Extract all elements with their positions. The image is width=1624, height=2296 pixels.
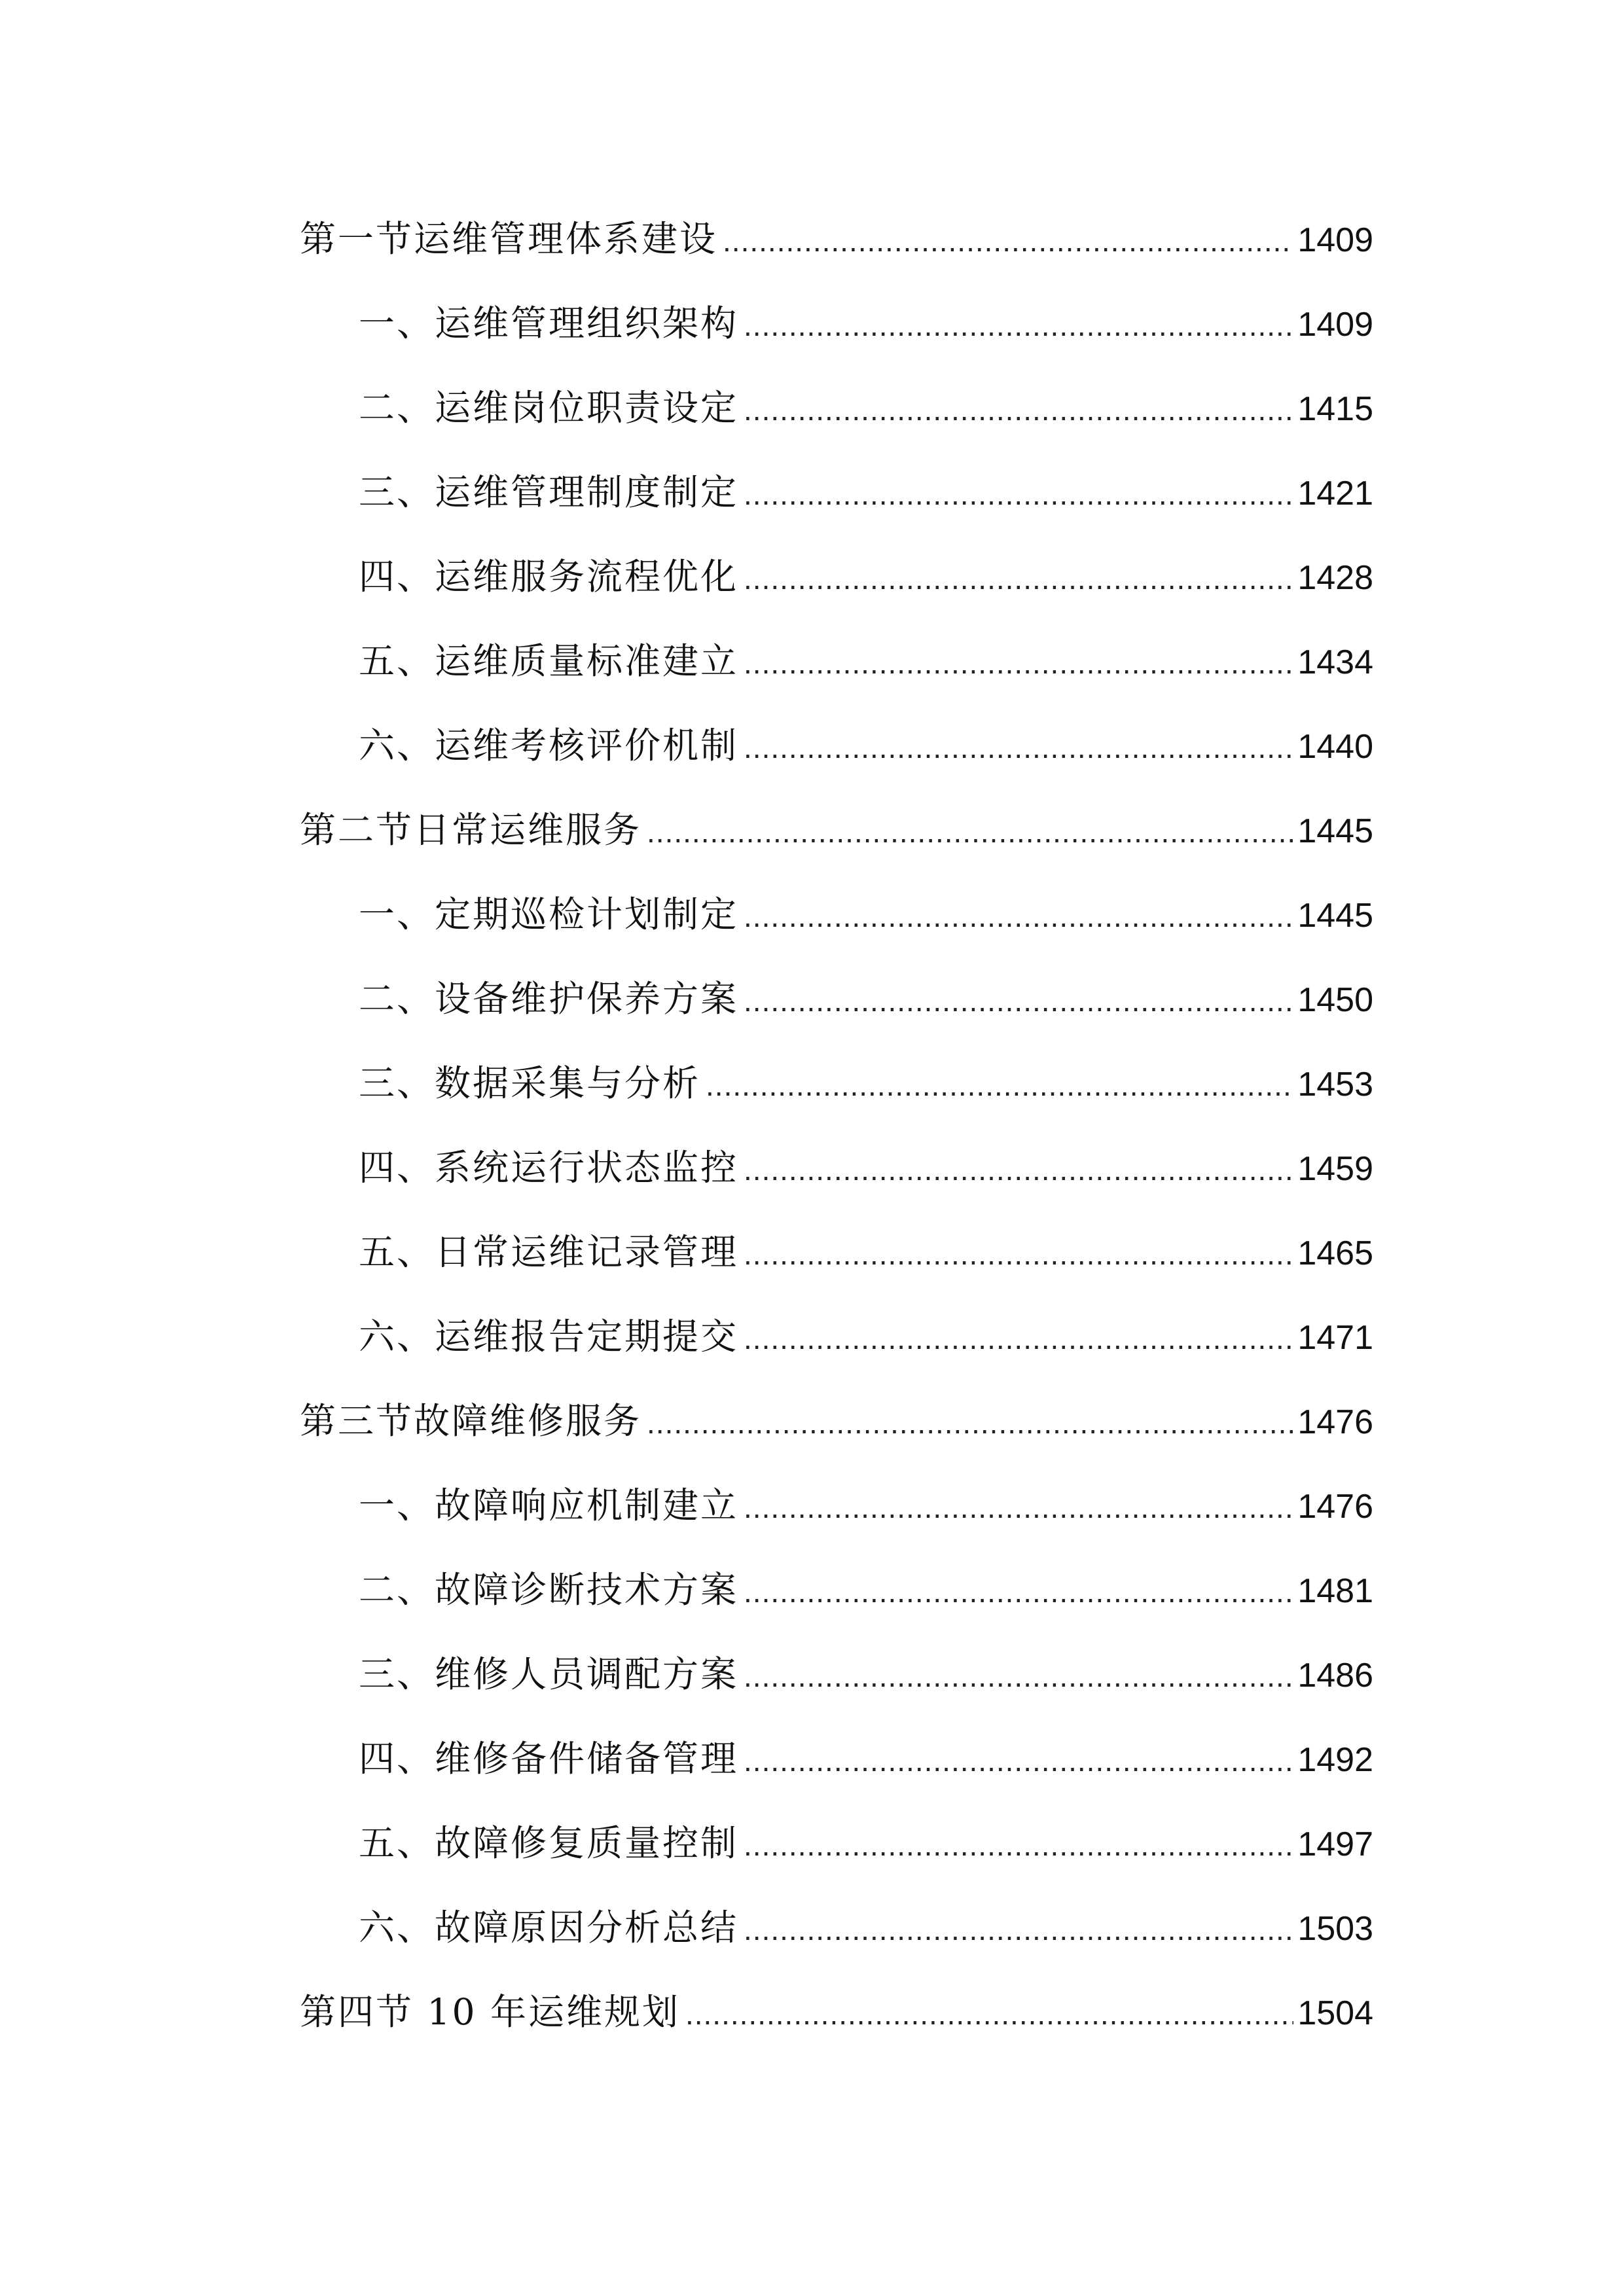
toc-entry-subsection[interactable]: [359, 1307, 1373, 1366]
toc-entry-page: 1476: [1297, 1403, 1373, 1441]
toc-entry-page: 1471: [1297, 1319, 1373, 1357]
toc-entry-title: 五、故障修复质量控制: [359, 1822, 739, 1864]
toc-entry-title: 第三节故障维修服务: [300, 1400, 642, 1442]
toc-entry-section-1[interactable]: [300, 209, 1373, 268]
toc-entry-page: 1504: [1297, 1994, 1373, 2032]
toc-entry-page: 1409: [1297, 306, 1373, 344]
toc-entry-subsection[interactable]: [359, 1560, 1373, 1619]
toc-entry-title: 第二节日常运维服务: [300, 809, 642, 851]
toc-entry-page: 1445: [1297, 897, 1373, 935]
toc-entry-title: 第一节运维管理体系建设: [300, 218, 718, 260]
toc-dot-leader: [744, 1647, 1293, 1706]
toc-entry-page: 1503: [1297, 1910, 1373, 1948]
toc-entry-title: 六、运维报告定期提交: [359, 1316, 739, 1357]
toc-entry-page: 1450: [1297, 981, 1373, 1019]
toc-entry-subsection[interactable]: [359, 1138, 1373, 1197]
toc-dot-leader: [744, 887, 1293, 946]
toc-entry-subsection[interactable]: [359, 378, 1373, 437]
toc-entry-title: 二、运维岗位职责设定: [359, 387, 739, 429]
toc-entry-subsection[interactable]: [359, 716, 1373, 775]
toc-entry-title: 一、运维管理组织架构: [359, 302, 739, 344]
toc-entry-title: 四、系统运行状态监控: [359, 1147, 739, 1189]
toc-dot-leader: [744, 634, 1293, 692]
toc-dot-leader: [744, 549, 1293, 608]
toc-entry-title: 第四节 10 年运维规划: [300, 1991, 680, 2033]
toc-dot-leader: [744, 296, 1293, 355]
toc-entry-subsection[interactable]: [359, 1814, 1373, 1873]
toc-dot-leader: [744, 1309, 1293, 1368]
toc-dot-leader: [744, 971, 1293, 1030]
toc-entry-title: 五、运维质量标准建立: [359, 640, 739, 682]
toc-dot-leader: [744, 1562, 1293, 1621]
toc-entry-page: 1409: [1297, 221, 1373, 259]
toc-dot-leader: [744, 1140, 1293, 1199]
toc-entry-title: 四、维修备件储备管理: [359, 1738, 739, 1780]
toc-dot-leader: [744, 1478, 1293, 1537]
toc-entry-page: 1428: [1297, 559, 1373, 597]
toc-dot-leader: [647, 1393, 1293, 1452]
toc-entry-subsection[interactable]: [359, 969, 1373, 1028]
toc-entry-title: 三、维修人员调配方案: [359, 1653, 739, 1695]
toc-entry-subsection[interactable]: [359, 885, 1373, 944]
toc-entry-subsection[interactable]: [359, 1645, 1373, 1704]
toc-dot-leader: [647, 802, 1293, 861]
toc-entry-title: 六、运维考核评价机制: [359, 725, 739, 766]
toc-entry-subsection[interactable]: [359, 1476, 1373, 1535]
toc-entry-subsection[interactable]: [359, 547, 1373, 606]
toc-entry-page: 1497: [1297, 1825, 1373, 1863]
toc-entry-page: 1440: [1297, 728, 1373, 766]
toc-entry-subsection[interactable]: [359, 463, 1373, 522]
toc-dot-leader: [744, 1225, 1293, 1283]
toc-entry-page: 1476: [1297, 1488, 1373, 1526]
toc-entry-page: 1421: [1297, 475, 1373, 512]
toc-entry-page: 1465: [1297, 1234, 1373, 1272]
toc-entry-title: 二、设备维护保养方案: [359, 978, 739, 1020]
toc-entry-title: 四、运维服务流程优化: [359, 556, 739, 598]
toc-entry-page: 1445: [1297, 812, 1373, 850]
toc-entry-title: 一、定期巡检计划制定: [359, 893, 739, 935]
toc-entry-page: 1481: [1297, 1572, 1373, 1610]
toc-dot-leader: [744, 1900, 1293, 1959]
toc-dot-leader: [706, 1056, 1293, 1115]
toc-entry-subsection[interactable]: [359, 632, 1373, 691]
toc-entry-subsection[interactable]: [359, 1729, 1373, 1788]
toc-entry-page: 1486: [1297, 1657, 1373, 1695]
toc-entry-title: 二、故障诊断技术方案: [359, 1569, 739, 1611]
toc-entry-page: 1459: [1297, 1150, 1373, 1188]
toc-entry-title: 一、故障响应机制建立: [359, 1484, 739, 1526]
toc-entry-section-4[interactable]: [300, 1982, 1373, 2041]
toc-entry-section-2[interactable]: [300, 800, 1373, 859]
toc-entry-subsection[interactable]: [359, 1898, 1373, 1957]
toc-entry-title: 五、日常运维记录管理: [359, 1231, 739, 1273]
toc-entry-subsection[interactable]: [359, 294, 1373, 353]
toc-dot-leader: [744, 465, 1293, 524]
toc-dot-leader: [744, 718, 1293, 777]
toc-dot-leader: [723, 211, 1293, 270]
toc-entry-page: 1415: [1297, 390, 1373, 428]
toc-entry-subsection[interactable]: [359, 1223, 1373, 1282]
toc-entry-title: 三、数据采集与分析: [359, 1062, 701, 1104]
toc-dot-leader: [744, 1731, 1293, 1790]
toc-entry-page: 1492: [1297, 1741, 1373, 1779]
toc-entry-title: 三、运维管理制度制定: [359, 471, 739, 513]
toc-entry-section-3[interactable]: [300, 1391, 1373, 1450]
toc-dot-leader: [744, 380, 1293, 439]
toc-entry-page: 1453: [1297, 1066, 1373, 1103]
toc-entry-page: 1434: [1297, 643, 1373, 681]
toc-entry-subsection[interactable]: [359, 1054, 1373, 1113]
toc-entry-title: 六、故障原因分析总结: [359, 1907, 739, 1948]
toc-dot-leader: [685, 1984, 1293, 2043]
toc-dot-leader: [744, 1816, 1293, 1874]
